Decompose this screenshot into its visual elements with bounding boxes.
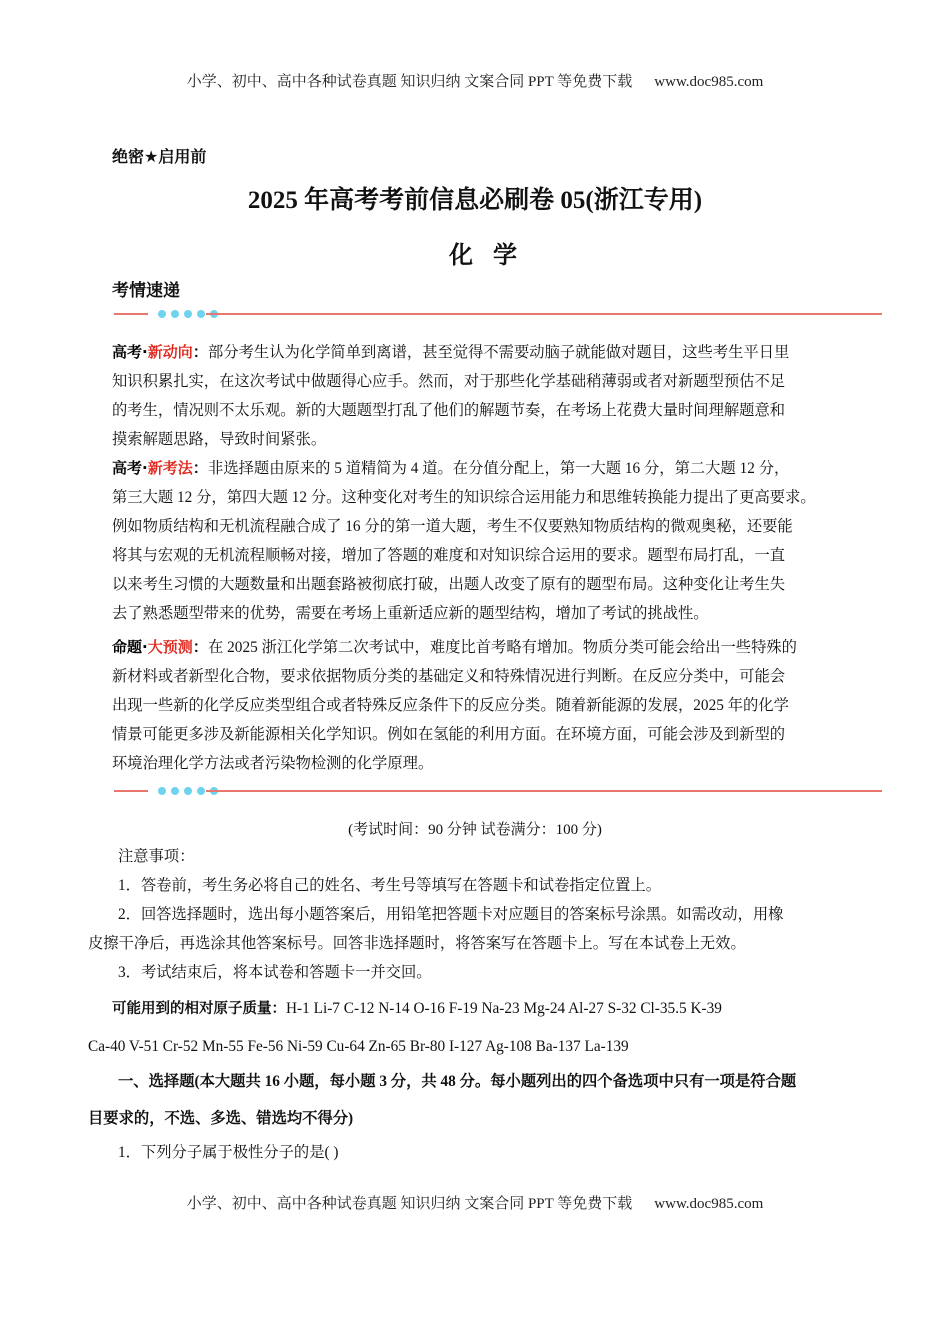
paragraph-line: 将其与宏观的无机流程顺畅对接，增加了答题的难度和对知识综合运用的要求。题型布局打乱，一直 bbox=[112, 547, 786, 564]
page-title: 2025 年高考考前信息必刷卷 05(浙江专用) bbox=[247, 187, 703, 214]
notes-item: 2．回答选择题时，选出每小题答案后，用铅笔把答题卡对应题目的答案标号涂黑。如需改动，用橡 bbox=[118, 906, 784, 923]
notes-section bbox=[88, 842, 878, 987]
section-heading: 考情速递 bbox=[112, 281, 180, 301]
paragraph-line: 高考·新考法：非选择题由原来的 5 道精简为 4 道。在分值分配上，第一大题 16 分，第二大题 12 分， bbox=[112, 459, 790, 477]
paragraph-line: 出现一些新的化学反应类型组合或者特殊反应条件下的反应分类。随着新能源的发展，2025 年的化学 bbox=[112, 697, 789, 714]
atomic-masses-line: 可能用到的相对原子质量：H-1 Li-7 C-12 N-14 O-16 F-19 Na-23 Mg-24 Al-27 S-32 Cl-35.5 K-39 bbox=[112, 1000, 722, 1017]
notes-item: 3．考试结束后，将本试卷和答题卡一并交回。 bbox=[118, 964, 432, 981]
notes-item: 1．答卷前，考生务必将自己的姓名、考生号等填写在答题卡和试卷指定位置上。 bbox=[118, 877, 662, 894]
banner-url[interactable]: www.doc985.com bbox=[654, 1196, 764, 1212]
header-banner bbox=[0, 70, 950, 91]
notes-heading: 注意事项： bbox=[118, 848, 195, 865]
label-highlight: 新动向 bbox=[147, 343, 193, 361]
question-1: 1．下列分子属于极性分子的是( ) bbox=[118, 1144, 339, 1161]
label-prefix: 高考· bbox=[112, 459, 148, 477]
paragraph-line: 摸索解题思路，导致时间紧张。 bbox=[112, 431, 327, 448]
paragraph-line: 以来考生习惯的大题数量和出题套路被彻底打破，出题人改变了原有的题型布局。这种变化让考生失 bbox=[112, 576, 786, 593]
decorative-divider-bottom bbox=[114, 785, 882, 797]
notes-item: 皮擦干净后，再选涂其他答案标号。回答非选择题时，将答案写在答题卡上。写在本试卷上无效。 bbox=[88, 935, 746, 952]
atomic-masses-label: 可能用到的相对原子质量： bbox=[112, 1001, 286, 1017]
section-line: 目要求的，不选、多选、错选均不得分) bbox=[88, 1110, 354, 1127]
decorative-divider-top bbox=[114, 308, 882, 320]
banner-url[interactable]: www.doc985.com bbox=[654, 74, 764, 90]
banner-text: 小学、初中、高中各种试卷真题 知识归纳 文案合同 PPT 等免费下载 bbox=[186, 1196, 633, 1212]
atomic-masses bbox=[88, 990, 888, 1065]
label-prefix: 命题· bbox=[112, 638, 148, 656]
banner-text: 小学、初中、高中各种试卷真题 知识归纳 文案合同 PPT 等免费下载 bbox=[186, 74, 633, 90]
paragraph-new-method bbox=[112, 454, 887, 628]
atomic-masses-line: Ca-40 V-51 Cr-52 Mn-55 Fe-56 Ni-59 Cu-64 Zn-65 Br-80 I-127 Ag-108 Ba-137 La-139 bbox=[88, 1038, 629, 1055]
divider-line bbox=[206, 313, 882, 315]
paragraph-line: 第三大题 12 分，第四大题 12 分。这种变化对考生的知识综合运用能力和思维转换能力提出了更高要求。 bbox=[112, 489, 816, 506]
paragraph-line: 去了熟悉题型带来的优势，需要在考场上重新适应新的题型结构，增加了考试的挑战性。 bbox=[112, 605, 709, 622]
footer-banner bbox=[0, 1192, 950, 1213]
paragraph-line: 例如物质结构和无机流程融合成了 16 分的第一道大题，考生不仅要熟知物质结构的微观奥秘，还要能 bbox=[112, 518, 793, 535]
label-highlight: 新考法 bbox=[147, 459, 193, 477]
paragraph-line: 命题·大预测：在 2025 浙江化学第二次考试中，难度比首考略有增加。物质分类可能会给出一些特殊的 bbox=[112, 638, 797, 656]
paragraph-line: 知识积累扎实，在这次考试中做题得心应手。然而，对于那些化学基础稍薄弱或者对新题型预估不足 bbox=[112, 373, 786, 390]
paragraph-line: 高考·新动向：部分考生认为化学简单到离谱，甚至觉得不需要动脑子就能做对题目，这些考生平日里 bbox=[112, 343, 790, 361]
paragraph-line: 环境治理化学方法或者污染物检测的化学原理。 bbox=[112, 755, 434, 772]
section-line: 一、选择题(本大题共 16 小题，每小题 3 分，共 48 分。每小题列出的四个备选项中只有一项是符合题 bbox=[118, 1073, 797, 1090]
paragraph-line: 新材料或者新型化合物，要求依据物质分类的基础定义和特殊情况进行判断。在反应分类中，可能会 bbox=[112, 668, 786, 685]
label-prefix: 高考· bbox=[112, 343, 148, 361]
divider-line bbox=[114, 790, 148, 792]
confidential-label: 绝密★启用前 bbox=[112, 147, 207, 166]
subject-title: 化学 bbox=[449, 241, 537, 269]
paragraph-line: 情景可能更多涉及新能源相关化学知识。例如在氢能的利用方面。在环境方面，可能会涉及到新型的 bbox=[112, 726, 786, 743]
divider-line bbox=[114, 313, 148, 315]
paragraph-line: 的考生，情况则不太乐观。新的大题题型打乱了他们的解题节奏，在考场上花费大量时间理解题意和 bbox=[112, 402, 786, 419]
paragraph-prediction bbox=[112, 633, 887, 778]
label-highlight: 大预测 bbox=[147, 638, 193, 656]
section-one-heading bbox=[88, 1063, 878, 1137]
paragraph-new-trend bbox=[112, 338, 887, 454]
exam-info: (考试时间：90 分钟 试卷满分：100 分) bbox=[348, 822, 602, 838]
divider-line bbox=[206, 790, 882, 792]
